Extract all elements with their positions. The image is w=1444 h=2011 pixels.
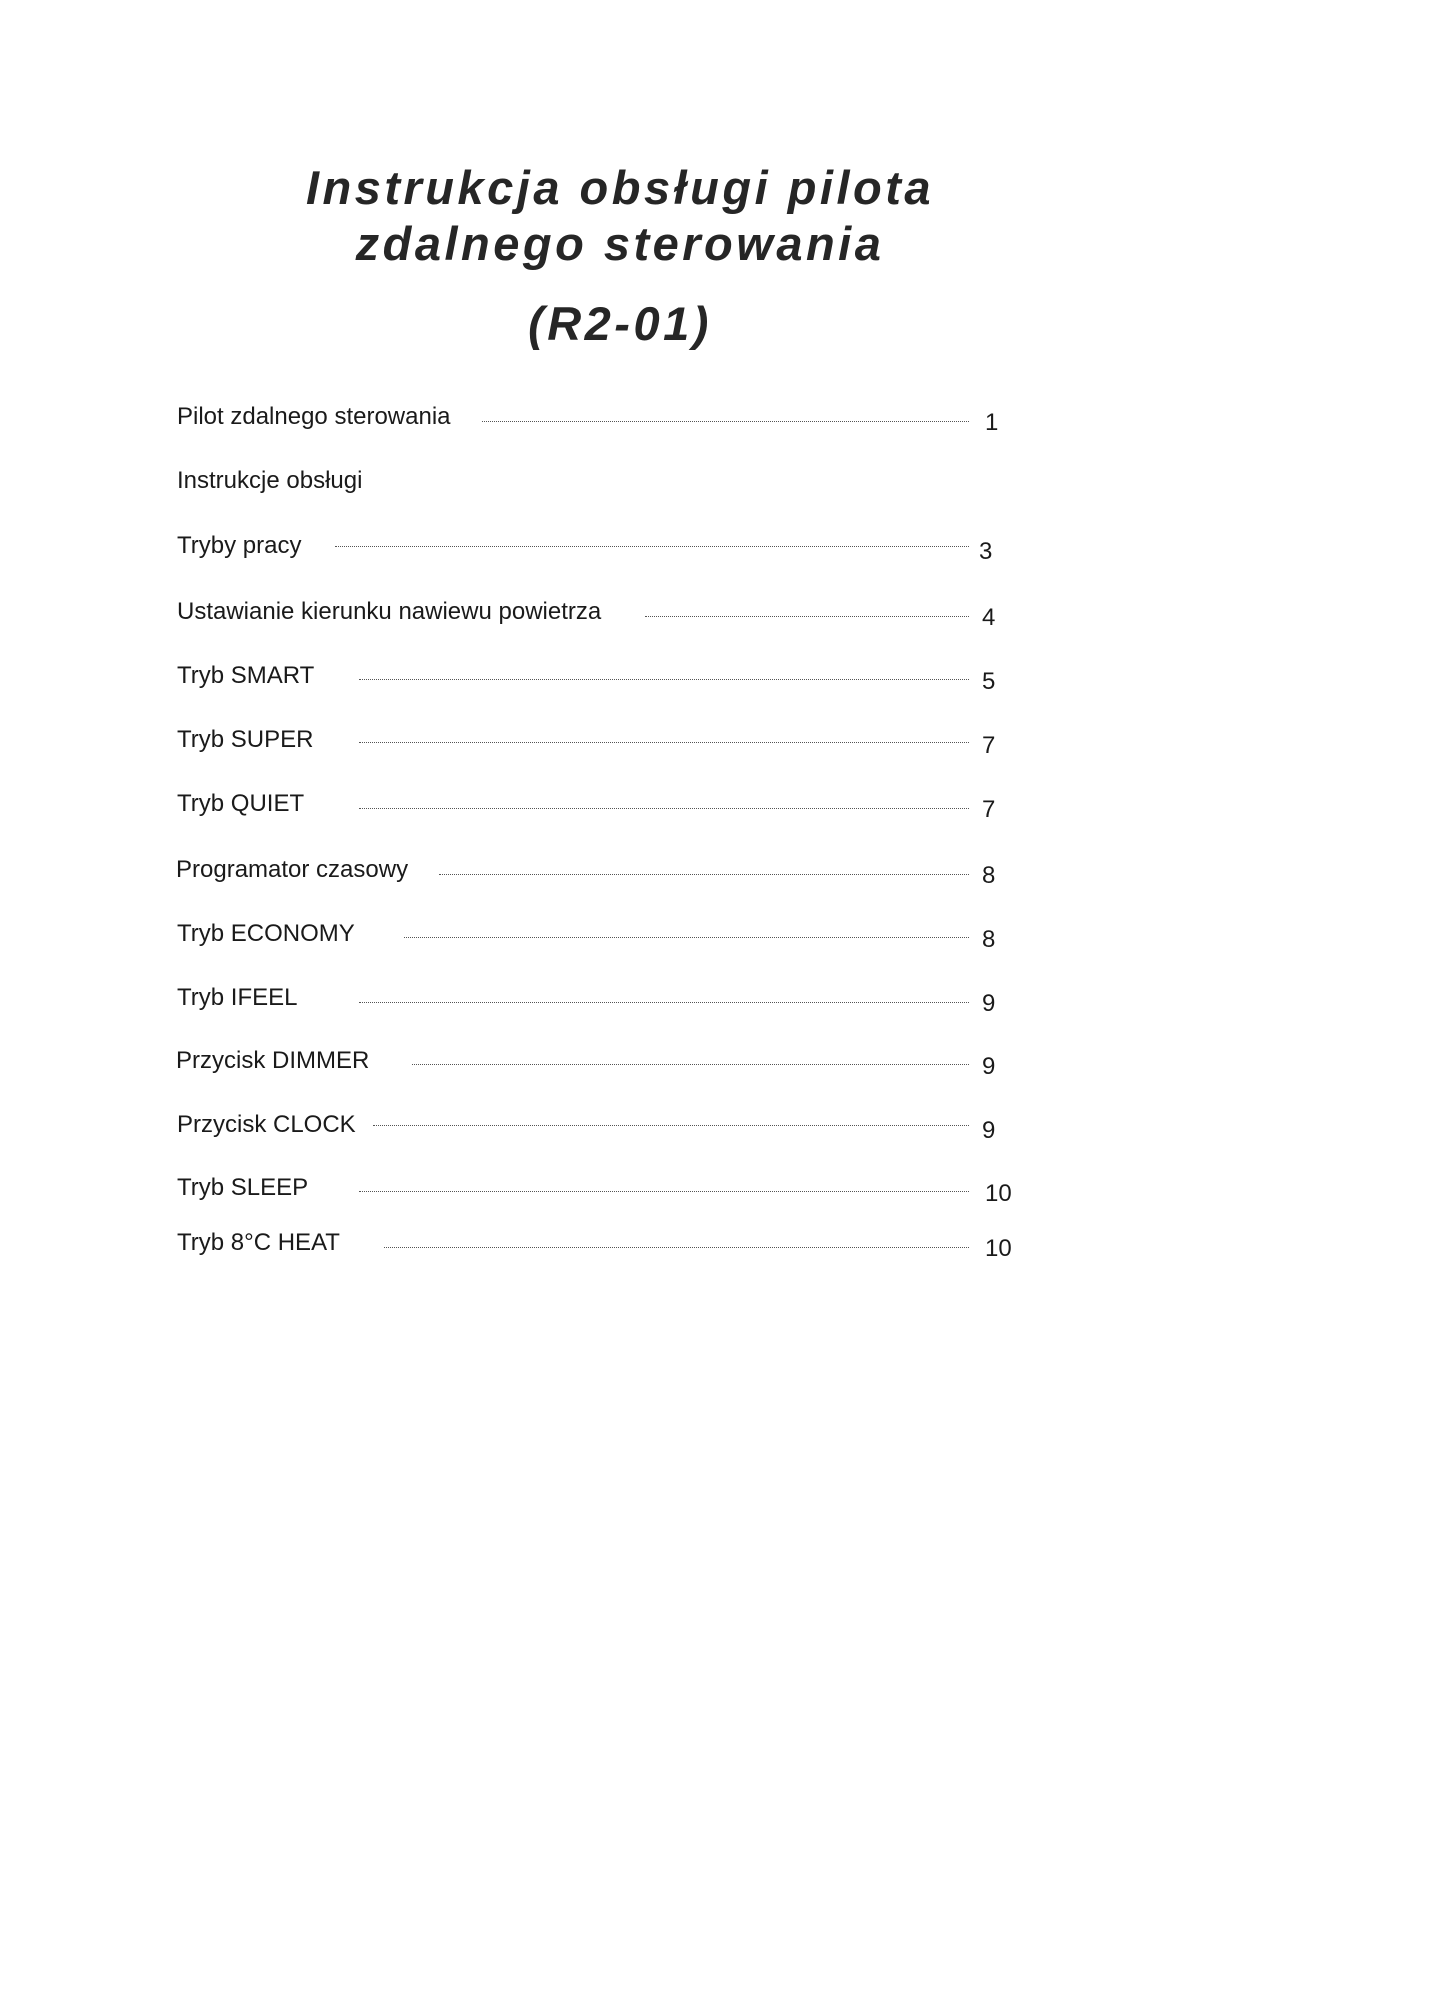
toc-entry[interactable] (177, 402, 1019, 442)
toc-entry-label: Tryby pracy (177, 532, 302, 559)
toc-entry-label: Tryb SLEEP (177, 1174, 309, 1201)
toc-entry-page: 8 (982, 926, 996, 953)
toc-entry-page: 7 (982, 796, 996, 823)
toc-entry-page: 4 (982, 604, 996, 631)
toc-entry[interactable] (177, 789, 1019, 829)
toc-entry-label: Programator czasowy (176, 856, 409, 883)
toc-entry-page: 3 (979, 538, 993, 565)
toc-entry (177, 466, 1019, 506)
toc-entry[interactable] (177, 661, 1019, 701)
toc-entry[interactable] (177, 1173, 1019, 1213)
toc-dot-leader (359, 1191, 969, 1192)
toc-dot-leader (373, 1125, 969, 1126)
toc-entry[interactable] (177, 1110, 1019, 1150)
toc-entry-label: Instrukcje obsługi (177, 467, 363, 494)
toc-dot-leader (439, 874, 969, 875)
toc-entry-label: Tryb SMART (177, 662, 315, 689)
toc-entry-label: Tryb 8°C HEAT (177, 1229, 340, 1256)
toc-entry-page: 1 (985, 409, 999, 436)
toc-entry[interactable] (177, 1046, 1019, 1086)
toc-dot-leader (359, 679, 969, 680)
toc-entry-page: 9 (982, 990, 996, 1017)
toc-entry-label: Przycisk CLOCK (177, 1111, 356, 1138)
toc-dot-leader (404, 937, 969, 938)
toc-entry-label: Ustawianie kierunku nawiewu powietrza (177, 598, 602, 625)
toc-entry-label: Tryb ECONOMY (177, 920, 355, 947)
toc-entry-label: Tryb IFEEL (177, 984, 298, 1011)
toc-entry[interactable] (177, 1228, 1019, 1268)
toc-entry[interactable] (177, 725, 1019, 765)
toc-dot-leader (645, 616, 969, 617)
toc-dot-leader (335, 546, 969, 547)
title-line-2: zdalnego sterowania (355, 217, 885, 270)
toc-entry-page: 7 (982, 732, 996, 759)
toc-entry-page: 8 (982, 862, 996, 889)
toc-entry-page: 10 (985, 1180, 1012, 1207)
toc-dot-leader (482, 421, 969, 422)
toc-entry-page: 10 (985, 1235, 1012, 1262)
toc-entry-page: 9 (982, 1053, 996, 1080)
toc-entry[interactable] (177, 983, 1019, 1023)
toc-entry-page: 9 (982, 1117, 996, 1144)
toc-dot-leader (384, 1247, 969, 1248)
toc-entry-label: Tryb QUIET (177, 790, 305, 817)
toc-dot-leader (359, 1002, 969, 1003)
toc-entry[interactable] (177, 531, 1019, 571)
toc-entry-label: Przycisk DIMMER (176, 1047, 370, 1074)
toc-entry[interactable] (177, 919, 1019, 959)
model-number: (R2-01) (528, 297, 712, 350)
toc-entry-label: Pilot zdalnego sterowania (177, 403, 451, 430)
title-line-1: Instrukcja obsługi pilota (305, 161, 935, 214)
toc-dot-leader (359, 808, 969, 809)
toc-dot-leader (412, 1064, 969, 1065)
toc-entry[interactable] (177, 855, 1019, 895)
toc-dot-leader (359, 742, 969, 743)
toc-entry-label: Tryb SUPER (177, 726, 314, 753)
toc-entry[interactable] (177, 597, 1019, 637)
toc-entry-page: 5 (982, 668, 996, 695)
